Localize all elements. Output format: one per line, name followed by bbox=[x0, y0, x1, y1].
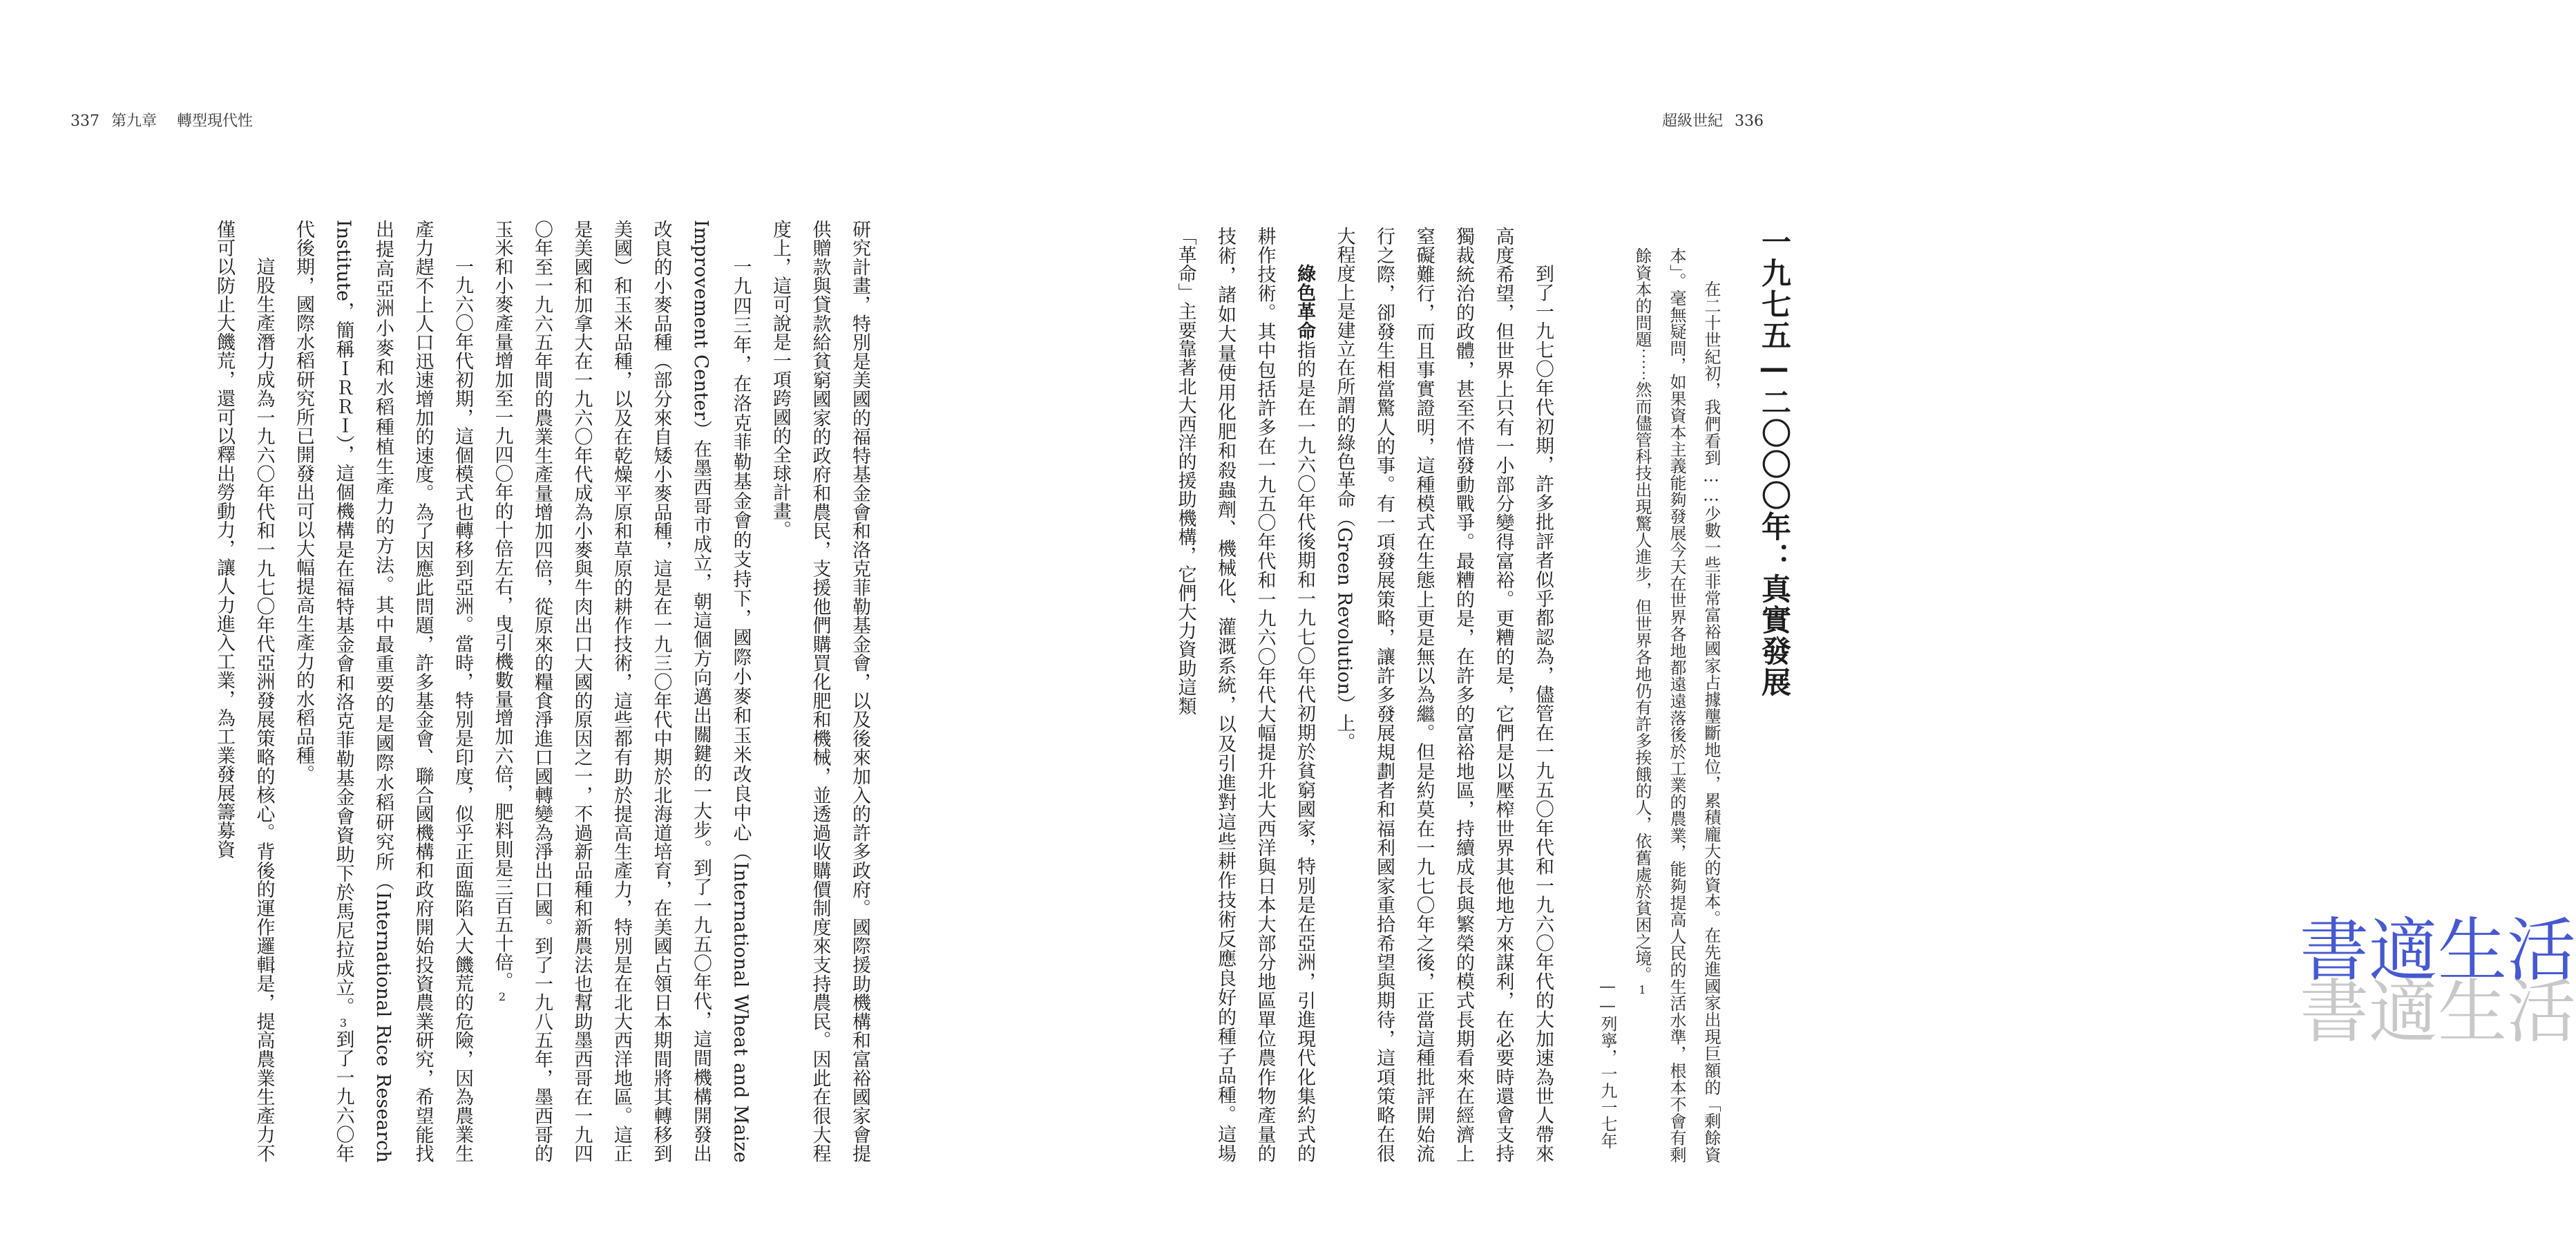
left-paragraph-2 bbox=[482, 220, 761, 1163]
note-ref-1: 1 bbox=[1636, 983, 1649, 997]
section-heading: 一九七五—二〇〇〇年：真實發展 bbox=[1757, 227, 1791, 698]
right-paragraph-2 bbox=[1165, 227, 1324, 1163]
left-paragraph-2-start: 一九四三年，在洛克菲勒基金會的支持下，國際小麥和玉米改良中心（ bbox=[729, 257, 752, 862]
epigraph-text bbox=[1625, 247, 1728, 1163]
left-paragraph-3-rest: 到了一九六〇年代後期，國際水稻研究所已開發出可以大幅提高生產力的水稻品種。 bbox=[293, 220, 354, 1163]
green-revolution-subhead: 綠色革命 bbox=[1294, 264, 1315, 341]
left-paragraph-1: 研究計畫，特別是美國的福特基金會和洛克菲勒基金會，以及後來加入的許多政府。國際援助機構和富裕國家會提供贈款與貸款給貧窮國家的政府和農民，支援他們購買化肥和機械，並透過收購價制度來支持農民。因此在很大程度上，這可說是一項跨國的全球計畫。 bbox=[770, 220, 870, 1163]
left-chapter-label: 第九章 bbox=[111, 113, 158, 130]
left-paragraph-4: 這股生產潛力成為一九六〇年代和一九七〇年代亞洲發展策略的核心。背後的運作邏輯是，提高農業生產力不僅可以防止大饑荒，還可以釋出勞動力，讓人力進入工業，為工業發展籌募資 bbox=[213, 220, 275, 1163]
note-ref-2: 2 bbox=[495, 990, 509, 1004]
left-chapter-title: 轉型現代性 bbox=[177, 113, 254, 130]
left-page-number: 337 bbox=[70, 113, 99, 130]
right-paragraph-2-rest: 指的是在一九六〇年代後期和一九七〇年代初期於貧窮國家，特別是在亞洲，引進現代化集約式的耕作技術。其中包括許多在一九五〇年代和一九六〇年代大幅提升北大西洋與日本大部分地區單位農作物產量的技術，諸如大量使用化肥和殺蟲劑、機械化、灌溉系統，以及引進對這些耕作技術反應良好的種子品種。這場「革命」主要靠著北大西洋的援助機構，它們大力資助這類 bbox=[1174, 227, 1315, 1163]
left-page bbox=[0, 0, 925, 1252]
watermark-gray: 書適生活 bbox=[2300, 971, 2576, 1052]
right-paragraph-1-latin: Green Revolution bbox=[1333, 527, 1355, 695]
left-paragraph-3 bbox=[284, 220, 483, 1163]
right-paragraph-1-end: ）上。 bbox=[1333, 694, 1355, 752]
note-ref-3: 3 bbox=[336, 1016, 350, 1030]
right-paragraph-1-text: 到了一九七〇年代初期，許多批評者似乎都認為，儘管在一九五〇年代和一九六〇年代的大加速為世人帶來高度希望，但世界上只有一小部分變得富裕。更糟的是，它們是以壓榨世界其他地方來謀利，在必要時還會支持獨裁統治的政體，甚至不惜發動戰爭。最糟的是，在許多的富裕地區，持續成長與繁榮的模式長期看來在經濟上窒礙難行，而且事實證明，這種模式在生態上更是無以為繼。但是約莫在一九七〇年之後，正當這種批評開始流行之際，卻發生相當驚人的事。有一項發展策略，讓許多發展規劃者和福利國家重拾希望與期待，這項策略在很大程度上是建立在所謂的綠色革命（ bbox=[1333, 227, 1554, 1163]
epigraph bbox=[1590, 227, 1728, 1163]
watermark-blue: 書適生活 bbox=[2300, 910, 2576, 991]
left-paragraph-2-rest: ）在墨西哥市成立，朝這個方向邁出關鍵的一大步。到了一九五〇年代，這間機構開發出改良的小麥品種（部分來自矮小麥品種，這是在一九三〇年代中期於北海道培育，在美國占領日本期間將其轉移到美國）和玉米品種，以及在乾燥平原和草原的耕作技術，這些都有助於提高生產力，特別是在北大西洋地區。這正是美國和加拿大在一九六〇年代成為小麥與牛肉出口大國的原因之一，不過新品種和新農法也幫助墨西哥在一九四〇年至一九六五年間的農業生產量增加四倍，從原來的糧食淨進口國轉變為淨出口國。到了一九八五年，墨西哥的玉米和小麥產量增加至一九四〇年的十倍左右，曳引機數量增加六倍，肥料則是三百五十倍。 bbox=[491, 220, 712, 1163]
left-running-head bbox=[64, 109, 253, 131]
left-body-text bbox=[64, 220, 879, 1163]
epigraph-attribution: ——列寧，一九一七年 bbox=[1598, 976, 1617, 1149]
right-body-text bbox=[998, 227, 1799, 1163]
right-running-head bbox=[1662, 109, 1771, 131]
left-paragraph-3-latin: International Rice Research Institute bbox=[332, 220, 394, 1163]
epigraph-quote: 在二十世紀初，我們看到……少數一些非常富裕國家占據壟斷地位，累積龐大的資本。在先進國家出現巨額的「剩餘資本」。毫無疑問，如果資本主義能夠發展今天在世界各地都遠遠落後於工業的農業，能夠提高人民的生活水準，根本不會有剩餘資本的問題⋯⋯然而儘管科技出現驚人進步，但世界各地仍有許多挨餓的人，依舊處於貧困之境。 bbox=[1632, 247, 1721, 1163]
right-page bbox=[925, 0, 2576, 1252]
left-paragraph-3-mid: ，簡稱ＩＲＲＩ），這個機構是在福特基金會和洛克菲勒基金會資助下於馬尼拉成立。 bbox=[332, 301, 354, 1016]
left-paragraph-3-start: 一九六〇年代初期，這個模式也轉移到亞洲。當時，特別是印度，似乎正面臨陷入大饑荒的危險，因為農業生產力趕不上人口迅速增加的速度。為了因應此問題，許多基金會、聯合國機構和政府開始投資農業研究，希望能找出提高亞洲小麥和水稻種植生產力的方法。其中最重要的是國際水稻研究所（ bbox=[372, 220, 473, 1163]
left-paragraph-2-latin: International Wheat and Maize Improvement Center bbox=[690, 220, 752, 1164]
book-title: 超級世紀 bbox=[1661, 113, 1723, 130]
right-paragraph-1 bbox=[1324, 227, 1563, 1163]
right-page-number: 336 bbox=[1735, 113, 1764, 130]
